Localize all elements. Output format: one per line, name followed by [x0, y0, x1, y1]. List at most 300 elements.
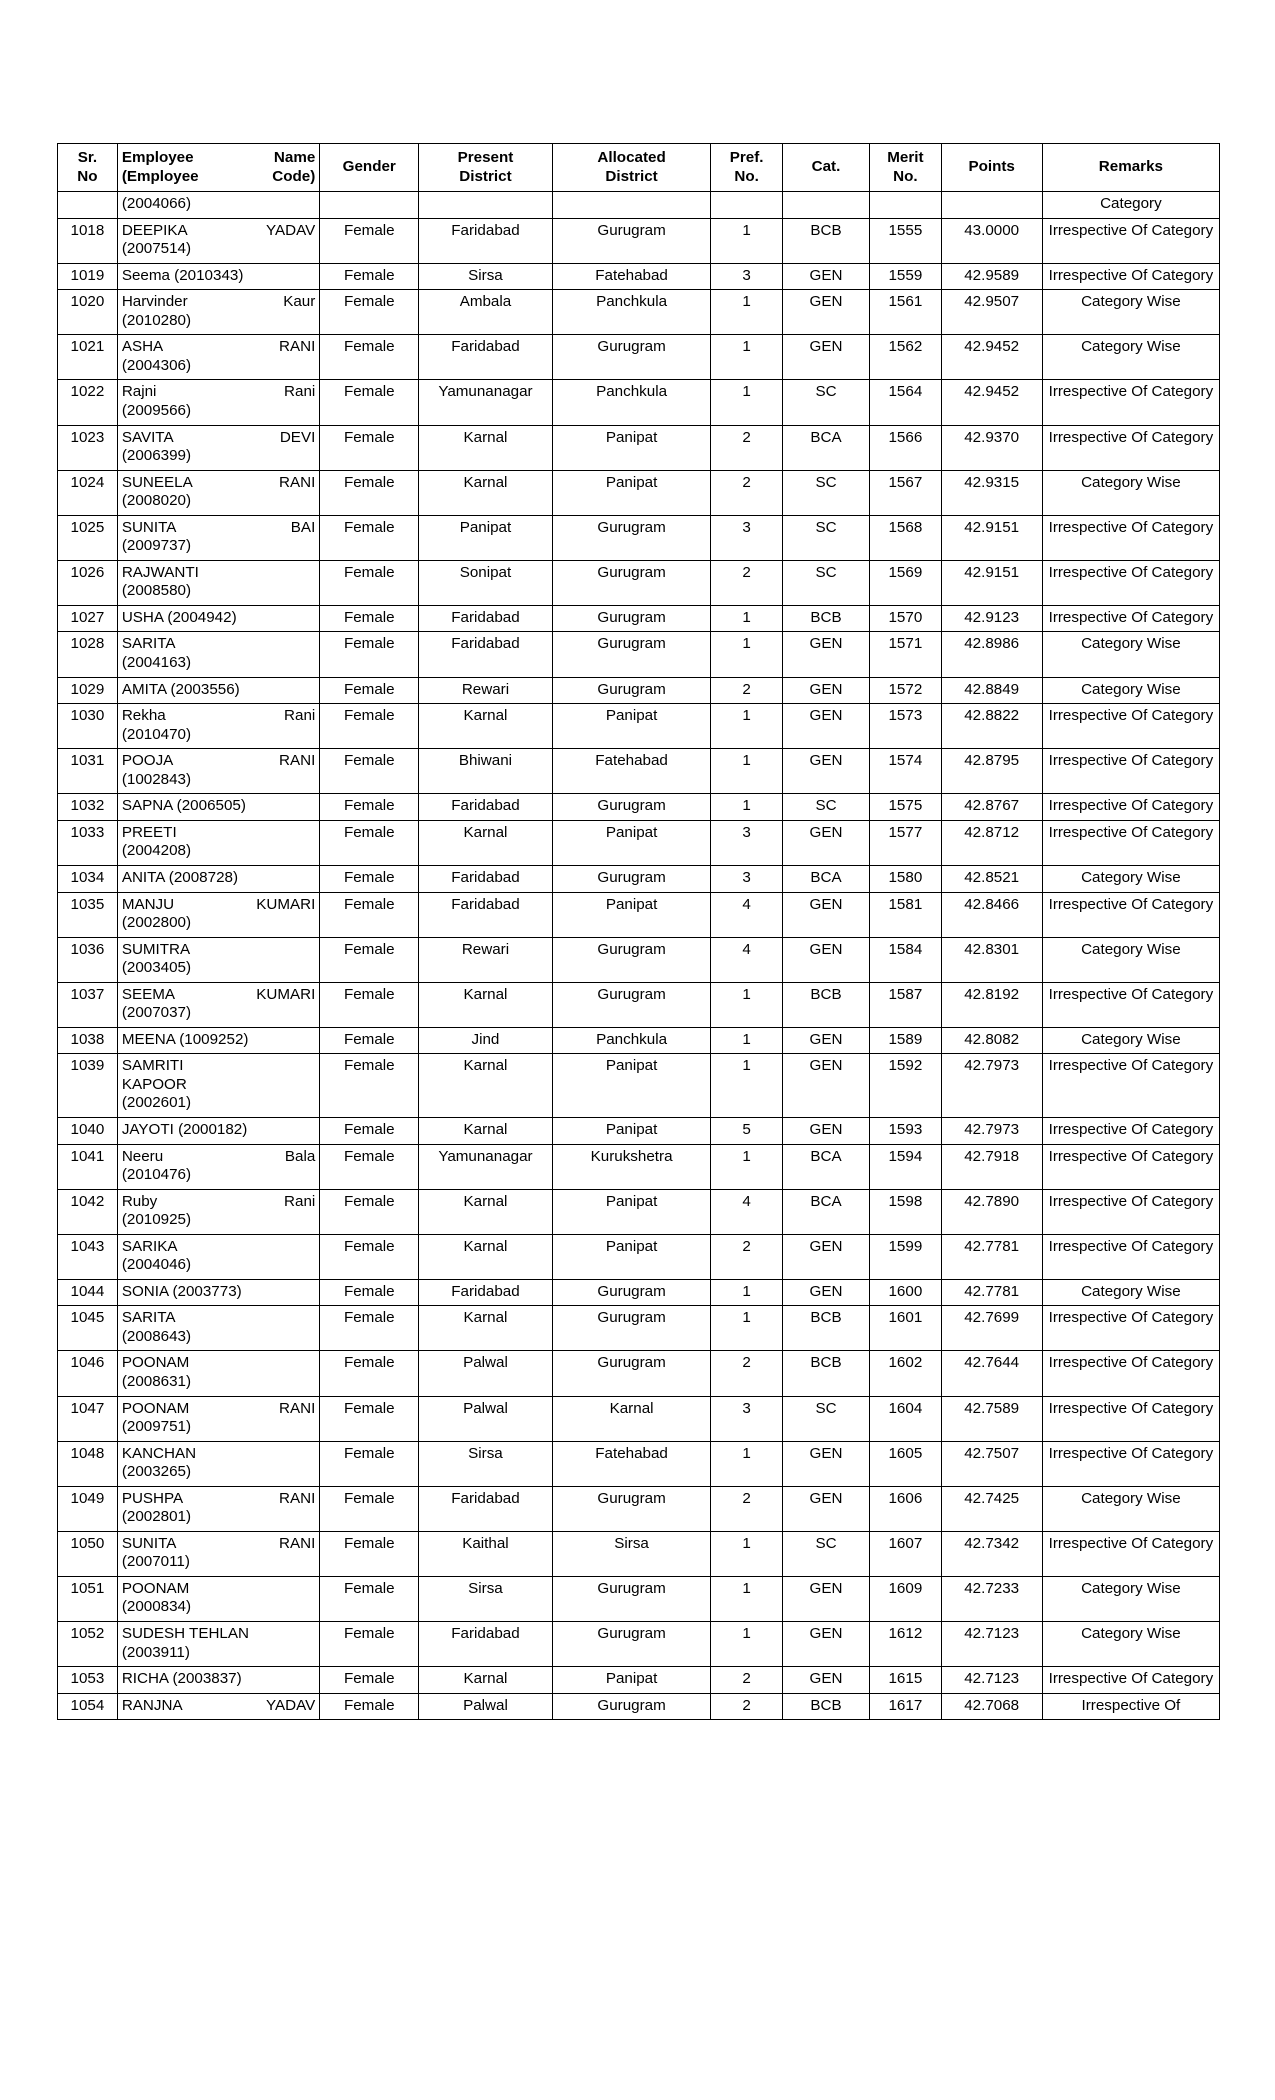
cell-allocated-district: Gurugram: [552, 1486, 711, 1531]
employee-name-line: Harvinder Kaur: [121, 293, 316, 311]
table-header: [58, 144, 1220, 192]
employee-name-line: (2002800): [121, 914, 192, 932]
cell-category: GEN: [782, 820, 869, 865]
cell-employee-name: [117, 632, 319, 677]
cell-employee-name: SAPNA (2006505): [117, 794, 319, 821]
cell-points: 42.8192: [941, 982, 1042, 1027]
cell-sr-no: 1052: [58, 1622, 118, 1667]
cell-present-district: Karnal: [419, 704, 552, 749]
column-header-pref-no: [711, 144, 782, 192]
cell-gender: Female: [320, 1351, 419, 1396]
cell-points: 42.9589: [941, 263, 1042, 290]
employee-name-line: (2007514): [121, 240, 192, 258]
cell-category: GEN: [782, 749, 869, 794]
cell-points: 42.7781: [941, 1234, 1042, 1279]
cell-merit-no: 1564: [870, 380, 941, 425]
table-row: [58, 937, 1220, 982]
cell-pref-no: 1: [711, 1306, 782, 1351]
cell-present-district: Karnal: [419, 1054, 552, 1118]
employee-name-line: SUDESH TEHLAN: [121, 1625, 249, 1642]
cell-category: BCA: [782, 425, 869, 470]
header-line: District: [459, 167, 512, 185]
cell-remarks: Irrespective Of Category: [1042, 982, 1219, 1027]
cell-allocated-district: Karnal: [552, 1396, 711, 1441]
cell-category: GEN: [782, 632, 869, 677]
cell-merit-no: 1567: [870, 470, 941, 515]
cell-present-district: Rewari: [419, 677, 552, 704]
employee-name-line: PUSHPA RANI: [121, 1489, 316, 1507]
cell-category: BCA: [782, 865, 869, 892]
cell-merit-no: 1573: [870, 704, 941, 749]
cell-present-district: [419, 192, 552, 219]
cell-sr-no: 1050: [58, 1531, 118, 1576]
cell-allocated-district: Gurugram: [552, 1576, 711, 1621]
cell-merit-no: 1601: [870, 1306, 941, 1351]
cell-allocated-district: Gurugram: [552, 937, 711, 982]
cell-present-district: Sirsa: [419, 1441, 552, 1486]
cell-employee-name: JAYOTI (2000182): [117, 1117, 319, 1144]
cell-allocated-district: Fatehabad: [552, 1441, 711, 1486]
cell-pref-no: 2: [711, 560, 782, 605]
cell-remarks: Irrespective Of Category: [1042, 704, 1219, 749]
cell-present-district: Panipat: [419, 515, 552, 560]
cell-gender: Female: [320, 560, 419, 605]
employee-name-line: SUNITA BAI: [121, 518, 316, 536]
employee-name-line: POOJA RANI: [121, 752, 316, 770]
table-row: [58, 1279, 1220, 1306]
employee-name-line: SARITA: [121, 635, 176, 653]
employee-name-line: (2008643): [121, 1327, 192, 1345]
cell-employee-name: [117, 1144, 319, 1189]
cell-gender: Female: [320, 820, 419, 865]
cell-sr-no: 1027: [58, 605, 118, 632]
cell-merit-no: 1561: [870, 290, 941, 335]
cell-category: BCB: [782, 982, 869, 1027]
cell-gender: Female: [320, 749, 419, 794]
cell-pref-no: 1: [711, 218, 782, 263]
cell-allocated-district: Panipat: [552, 704, 711, 749]
cell-present-district: Sonipat: [419, 560, 552, 605]
cell-category: BCB: [782, 1693, 869, 1720]
cell-gender: Female: [320, 335, 419, 380]
cell-allocated-district: Panipat: [552, 1667, 711, 1694]
column-header-allocated-district: [552, 144, 711, 192]
table-row: [58, 1117, 1220, 1144]
cell-sr-no: 1021: [58, 335, 118, 380]
cell-sr-no: 1054: [58, 1693, 118, 1720]
cell-points: 42.7233: [941, 1576, 1042, 1621]
table-row: [58, 1531, 1220, 1576]
header-line: No.: [734, 167, 759, 185]
cell-allocated-district: Panchkula: [552, 1027, 711, 1054]
cell-employee-name: [117, 937, 319, 982]
cell-sr-no: 1043: [58, 1234, 118, 1279]
cell-gender: Female: [320, 1189, 419, 1234]
cell-category: GEN: [782, 677, 869, 704]
cell-sr-no: 1039: [58, 1054, 118, 1118]
employee-name-line: (2008020): [121, 492, 192, 510]
cell-pref-no: 1: [711, 335, 782, 380]
cell-points: 42.8712: [941, 820, 1042, 865]
cell-present-district: Karnal: [419, 1117, 552, 1144]
cell-pref-no: 4: [711, 1189, 782, 1234]
table-row: [58, 982, 1220, 1027]
cell-pref-no: 2: [711, 425, 782, 470]
cell-present-district: Karnal: [419, 820, 552, 865]
cell-allocated-district: Gurugram: [552, 515, 711, 560]
cell-points: 42.8795: [941, 749, 1042, 794]
cell-merit-no: 1615: [870, 1667, 941, 1694]
cell-pref-no: 2: [711, 1234, 782, 1279]
cell-remarks: Irrespective Of Category: [1042, 749, 1219, 794]
cell-remarks: Irrespective Of Category: [1042, 263, 1219, 290]
cell-gender: Female: [320, 865, 419, 892]
cell-remarks: Irrespective Of Category: [1042, 1189, 1219, 1234]
cell-remarks: Irrespective Of Category: [1042, 1306, 1219, 1351]
cell-pref-no: 3: [711, 515, 782, 560]
cell-category: SC: [782, 1531, 869, 1576]
cell-pref-no: 1: [711, 632, 782, 677]
cell-present-district: Karnal: [419, 425, 552, 470]
cell-merit-no: 1602: [870, 1351, 941, 1396]
employee-name-line: (2004208): [121, 842, 192, 860]
cell-sr-no: [58, 192, 118, 219]
cell-pref-no: [711, 192, 782, 219]
table-row: [58, 1351, 1220, 1396]
employee-name-line: SEEMA KUMARI: [121, 985, 316, 1003]
cell-gender: [320, 192, 419, 219]
employee-name-line: (2003911): [121, 1643, 190, 1661]
cell-points: 42.9315: [941, 470, 1042, 515]
employee-name-line: SUMITRA: [121, 940, 191, 958]
table-row: [58, 1189, 1220, 1234]
cell-merit-no: 1599: [870, 1234, 941, 1279]
table-row: [58, 1622, 1220, 1667]
cell-category: BCA: [782, 1144, 869, 1189]
table-row: [58, 704, 1220, 749]
table-row: [58, 1234, 1220, 1279]
employee-name-line: (2000834): [121, 1598, 192, 1616]
cell-category: GEN: [782, 937, 869, 982]
cell-allocated-district: Gurugram: [552, 632, 711, 677]
cell-points: 42.8767: [941, 794, 1042, 821]
cell-employee-name: [117, 1531, 319, 1576]
cell-remarks: Irrespective Of Category: [1042, 1351, 1219, 1396]
cell-points: [941, 192, 1042, 219]
employee-name-line: (2004046): [121, 1256, 192, 1274]
cell-pref-no: 3: [711, 820, 782, 865]
cell-pref-no: 1: [711, 1279, 782, 1306]
employee-name-line: (1002843): [121, 770, 192, 788]
cell-category: GEN: [782, 1486, 869, 1531]
cell-remarks: Category Wise: [1042, 470, 1219, 515]
cell-points: 42.7644: [941, 1351, 1042, 1396]
table-row: [58, 1306, 1220, 1351]
table-row: [58, 749, 1220, 794]
cell-merit-no: 1604: [870, 1396, 941, 1441]
cell-remarks: Irrespective Of Category: [1042, 1144, 1219, 1189]
column-header-present-district: [419, 144, 552, 192]
cell-employee-name: [117, 470, 319, 515]
cell-points: 42.7507: [941, 1441, 1042, 1486]
cell-category: GEN: [782, 263, 869, 290]
cell-points: 42.8301: [941, 937, 1042, 982]
cell-employee-name: [117, 1441, 319, 1486]
cell-gender: Female: [320, 263, 419, 290]
cell-sr-no: 1031: [58, 749, 118, 794]
employee-name-line: (2009566): [121, 402, 192, 420]
employee-name-line: POONAM: [121, 1579, 190, 1597]
cell-category: BCB: [782, 1351, 869, 1396]
table-row: [58, 1441, 1220, 1486]
cell-pref-no: 1: [711, 380, 782, 425]
table-row: [58, 677, 1220, 704]
cell-merit-no: 1568: [870, 515, 941, 560]
cell-pref-no: 1: [711, 704, 782, 749]
cell-present-district: Palwal: [419, 1396, 552, 1441]
employee-name-line: (2003265): [121, 1463, 192, 1481]
cell-points: 42.9370: [941, 425, 1042, 470]
cell-allocated-district: Sirsa: [552, 1531, 711, 1576]
cell-gender: Female: [320, 704, 419, 749]
cell-pref-no: 1: [711, 1441, 782, 1486]
cell-sr-no: 1046: [58, 1351, 118, 1396]
cell-gender: Female: [320, 1279, 419, 1306]
cell-employee-name: ANITA (2008728): [117, 865, 319, 892]
table-row: [58, 865, 1220, 892]
employee-name-line: (2003405): [121, 959, 192, 977]
cell-sr-no: 1033: [58, 820, 118, 865]
cell-sr-no: 1047: [58, 1396, 118, 1441]
cell-gender: Female: [320, 290, 419, 335]
cell-present-district: Faridabad: [419, 794, 552, 821]
cell-allocated-district: Panipat: [552, 1234, 711, 1279]
cell-employee-name: [117, 1486, 319, 1531]
cell-points: 42.7973: [941, 1117, 1042, 1144]
cell-sr-no: 1053: [58, 1667, 118, 1694]
cell-gender: Female: [320, 1667, 419, 1694]
employee-name-line: MANJU KUMARI: [121, 895, 316, 913]
cell-gender: Female: [320, 1054, 419, 1118]
cell-gender: Female: [320, 1531, 419, 1576]
table-row: [58, 425, 1220, 470]
cell-allocated-district: [552, 192, 711, 219]
cell-category: SC: [782, 515, 869, 560]
cell-sr-no: 1024: [58, 470, 118, 515]
cell-remarks: Category Wise: [1042, 290, 1219, 335]
cell-remarks: Category Wise: [1042, 1576, 1219, 1621]
cell-points: 42.7123: [941, 1622, 1042, 1667]
cell-allocated-district: Panipat: [552, 1054, 711, 1118]
cell-allocated-district: Gurugram: [552, 982, 711, 1027]
cell-employee-name: [117, 1189, 319, 1234]
employee-name-line: SAMRITI: [121, 1057, 184, 1075]
cell-category: BCB: [782, 218, 869, 263]
employee-name-line: (2004306): [121, 356, 192, 374]
cell-category: GEN: [782, 1234, 869, 1279]
cell-present-district: Faridabad: [419, 865, 552, 892]
cell-allocated-district: Gurugram: [552, 560, 711, 605]
cell-employee-name: [117, 892, 319, 937]
column-header-merit-no: [870, 144, 941, 192]
cell-sr-no: 1051: [58, 1576, 118, 1621]
header-line: Employee Name: [121, 149, 316, 166]
header-line: Merit: [887, 149, 924, 166]
cell-sr-no: 1044: [58, 1279, 118, 1306]
cell-sr-no: 1048: [58, 1441, 118, 1486]
cell-present-district: Kaithal: [419, 1531, 552, 1576]
cell-merit-no: 1562: [870, 335, 941, 380]
cell-points: 42.7918: [941, 1144, 1042, 1189]
table-row: [58, 380, 1220, 425]
header-line: Allocated: [597, 149, 666, 166]
cell-remarks: Irrespective Of Category: [1042, 605, 1219, 632]
cell-merit-no: 1594: [870, 1144, 941, 1189]
cell-remarks: Category Wise: [1042, 1027, 1219, 1054]
cell-sr-no: 1040: [58, 1117, 118, 1144]
cell-sr-no: 1037: [58, 982, 118, 1027]
cell-gender: Female: [320, 937, 419, 982]
column-header-points: Points: [941, 144, 1042, 192]
cell-remarks: Irrespective Of Category: [1042, 794, 1219, 821]
table-row: [58, 794, 1220, 821]
header-line: (Employee Code): [121, 167, 316, 185]
cell-points: 42.9452: [941, 380, 1042, 425]
employee-name-line: (2008580): [121, 582, 192, 600]
header-line: Sr.: [77, 149, 98, 166]
employee-name-line: (2010476): [121, 1166, 192, 1184]
cell-present-district: Karnal: [419, 1306, 552, 1351]
employee-name-line: (2006399): [121, 447, 192, 465]
cell-pref-no: 2: [711, 677, 782, 704]
cell-points: 42.7342: [941, 1531, 1042, 1576]
allocation-table-container: [57, 143, 1220, 1720]
cell-remarks: Category Wise: [1042, 632, 1219, 677]
cell-employee-name: MEENA (1009252): [117, 1027, 319, 1054]
cell-category: GEN: [782, 1054, 869, 1118]
cell-employee-name: [117, 1306, 319, 1351]
employee-name-line: KAPOOR: [121, 1075, 187, 1093]
table-row: [58, 515, 1220, 560]
cell-category: GEN: [782, 1622, 869, 1667]
employee-name-line: PREETI: [121, 823, 177, 841]
table-row: [58, 218, 1220, 263]
table-row: [58, 1396, 1220, 1441]
employee-name-line: SARITA: [121, 1309, 176, 1327]
cell-points: 42.8466: [941, 892, 1042, 937]
cell-allocated-district: Panipat: [552, 892, 711, 937]
cell-pref-no: 1: [711, 749, 782, 794]
cell-remarks: Category Wise: [1042, 1622, 1219, 1667]
cell-sr-no: 1025: [58, 515, 118, 560]
header-line: No: [77, 167, 98, 185]
cell-points: 42.7123: [941, 1667, 1042, 1694]
cell-employee-name: [117, 335, 319, 380]
cell-allocated-district: Fatehabad: [552, 263, 711, 290]
cell-present-district: Yamunanagar: [419, 1144, 552, 1189]
cell-gender: Female: [320, 1306, 419, 1351]
cell-present-district: Karnal: [419, 1667, 552, 1694]
cell-pref-no: 5: [711, 1117, 782, 1144]
employee-name-line: (2010280): [121, 311, 192, 329]
employee-name-line: Rekha Rani: [121, 707, 316, 725]
cell-gender: Female: [320, 218, 419, 263]
cell-present-district: Palwal: [419, 1693, 552, 1720]
cell-category: [782, 192, 869, 219]
cell-category: SC: [782, 560, 869, 605]
cell-sr-no: 1035: [58, 892, 118, 937]
cell-present-district: Faridabad: [419, 335, 552, 380]
cell-pref-no: 2: [711, 1486, 782, 1531]
cell-allocated-district: Panipat: [552, 820, 711, 865]
cell-points: 42.7781: [941, 1279, 1042, 1306]
cell-remarks: Irrespective Of Category: [1042, 1441, 1219, 1486]
table-row: [58, 1667, 1220, 1694]
cell-pref-no: 1: [711, 794, 782, 821]
cell-merit-no: 1617: [870, 1693, 941, 1720]
cell-points: 42.8521: [941, 865, 1042, 892]
employee-name-line: SUNEELA RANI: [121, 473, 316, 491]
cell-remarks: Irrespective Of Category: [1042, 560, 1219, 605]
cell-allocated-district: Gurugram: [552, 335, 711, 380]
cell-remarks: Category Wise: [1042, 335, 1219, 380]
table-row: [58, 560, 1220, 605]
header-line: Pref.: [729, 149, 764, 166]
cell-remarks: Irrespective Of Category: [1042, 1054, 1219, 1118]
header-line: District: [605, 167, 658, 185]
cell-category: BCB: [782, 605, 869, 632]
cell-gender: Female: [320, 982, 419, 1027]
cell-allocated-district: Panipat: [552, 1189, 711, 1234]
cell-points: 43.0000: [941, 218, 1042, 263]
cell-present-district: Jind: [419, 1027, 552, 1054]
cell-allocated-district: Panipat: [552, 1117, 711, 1144]
cell-allocated-district: Gurugram: [552, 1622, 711, 1667]
employee-name-line: (2004163): [121, 654, 192, 672]
cell-employee-name: RICHA (2003837): [117, 1667, 319, 1694]
cell-merit-no: [870, 192, 941, 219]
cell-merit-no: 1571: [870, 632, 941, 677]
cell-allocated-district: Fatehabad: [552, 749, 711, 794]
cell-allocated-district: Panipat: [552, 470, 711, 515]
cell-pref-no: 2: [711, 1351, 782, 1396]
employee-name-line: SARIKA: [121, 1237, 178, 1255]
cell-points: 42.7973: [941, 1054, 1042, 1118]
cell-allocated-district: Gurugram: [552, 605, 711, 632]
cell-employee-name: [117, 1351, 319, 1396]
cell-points: 42.7425: [941, 1486, 1042, 1531]
cell-pref-no: 3: [711, 865, 782, 892]
cell-gender: Female: [320, 1441, 419, 1486]
cell-remarks: Irrespective Of Category: [1042, 425, 1219, 470]
cell-allocated-district: Kurukshetra: [552, 1144, 711, 1189]
employee-name-line: (2008631): [121, 1372, 192, 1390]
cell-merit-no: 1577: [870, 820, 941, 865]
cell-employee-name: [117, 1576, 319, 1621]
cell-sr-no: 1026: [58, 560, 118, 605]
cell-employee-name: [117, 218, 319, 263]
cell-category: GEN: [782, 1117, 869, 1144]
cell-present-district: Faridabad: [419, 1486, 552, 1531]
cell-pref-no: 1: [711, 290, 782, 335]
column-header-remarks: Remarks: [1042, 144, 1219, 192]
table-row: [58, 1054, 1220, 1118]
cell-pref-no: 1: [711, 1622, 782, 1667]
cell-employee-name: [117, 704, 319, 749]
cell-allocated-district: Gurugram: [552, 865, 711, 892]
cell-merit-no: 1569: [870, 560, 941, 605]
table-row: [58, 1576, 1220, 1621]
